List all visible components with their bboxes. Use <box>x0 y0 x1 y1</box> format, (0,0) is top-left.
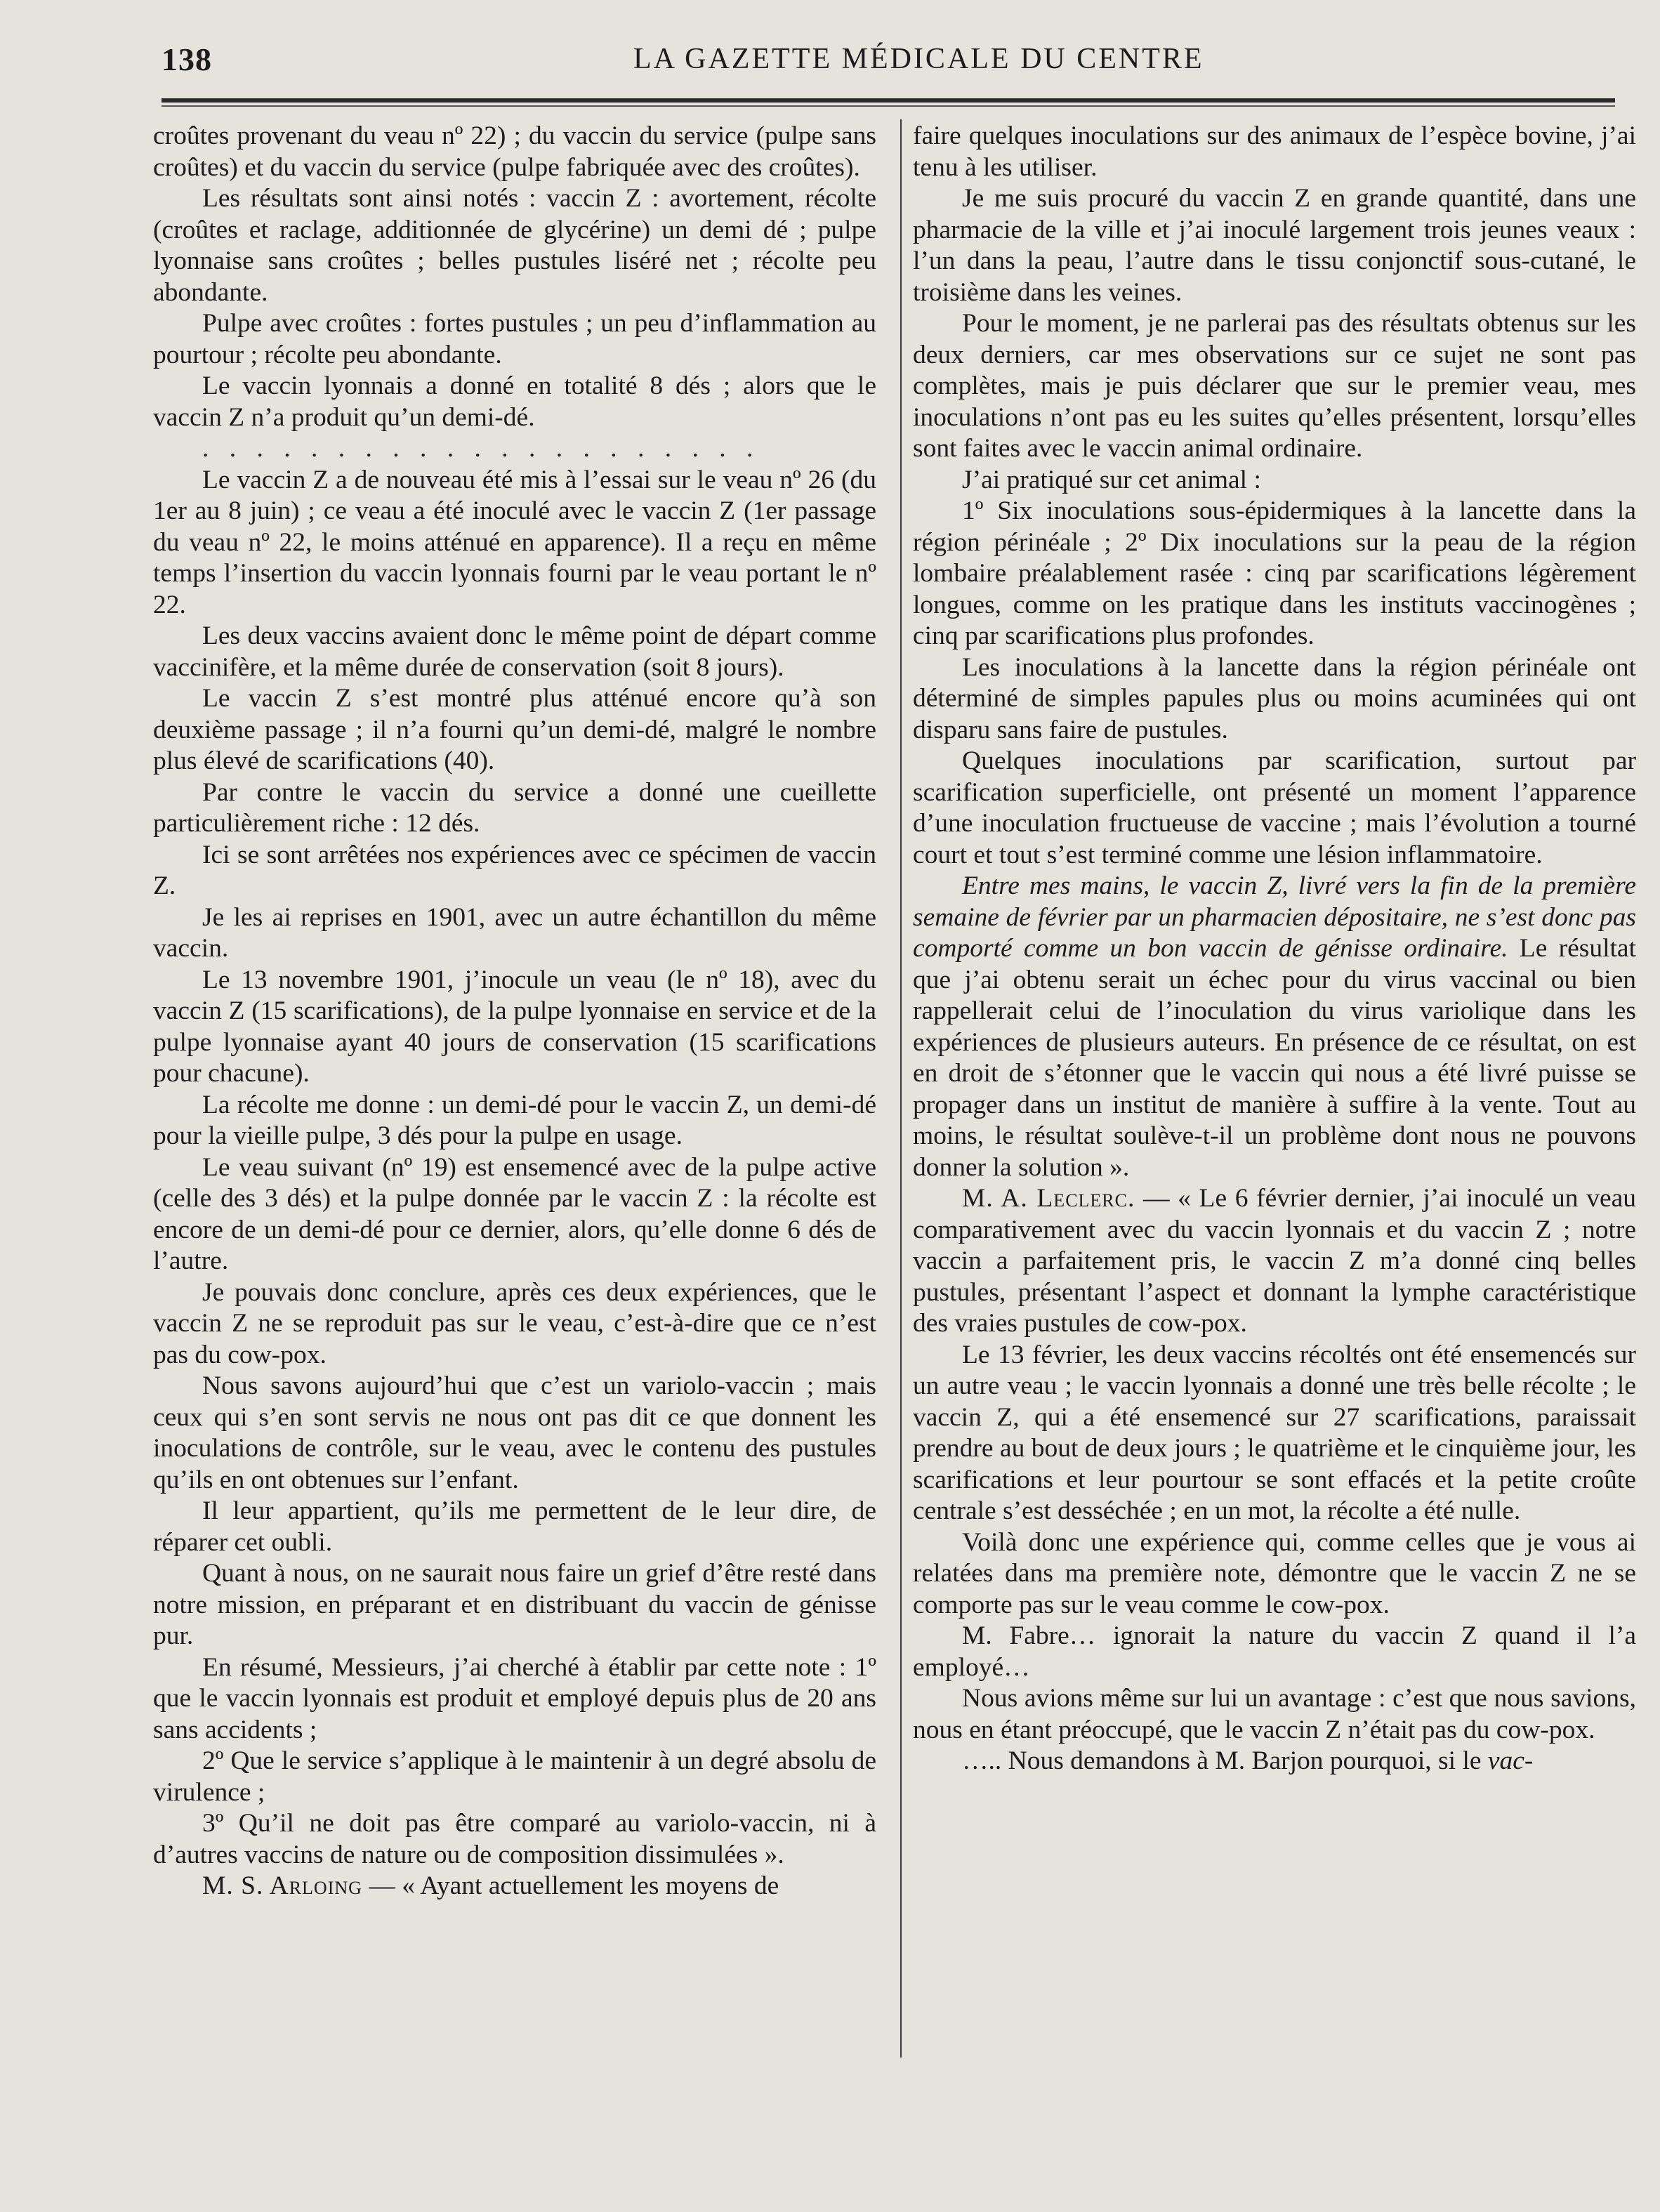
paragraph: J’ai pratiqué sur cet animal : <box>962 465 1261 494</box>
paragraph: Nous avions même sur lui un avantage : c’est que nous savions, nous en étant préoccupé, que le vaccin Z n’était pas du cow-pox. <box>913 1684 1636 1744</box>
speech-text: — « Le 6 février dernier, j’ai inoculé un veau comparativement avec du vaccin lyonnais et du vaccin Z ; notre vaccin a parfaitement pris, le vaccin Z m’a donné cinq belles pustules, présentant l’aspect et donnant la lymphe caractéristique des vraies pustules de cow-pox. <box>913 1184 1636 1338</box>
paragraph: Pulpe avec croûtes : fortes pustules ; un peu d’inflammation au pourtour ; récolte peu abondante. <box>153 309 876 369</box>
paragraph: croûtes provenant du veau nº 22) ; du vaccin du service (pulpe sans croûtes) et du vaccin du service (pulpe fabriquée avec des croûtes). <box>153 121 876 182</box>
paragraph: faire quelques inoculations sur des animaux de l’espèce bovine, j’ai tenu à les utiliser. <box>913 121 1636 182</box>
paragraph: Pour le moment, je ne parlerai pas des résultats obtenus sur les deux derniers, car mes observations sur ce sujet ne sont pas complètes, mais je puis déclarer que sur le premier veau, mes inoculations n’ont pas eu les suites qu’elles présentent, lorsqu’elles sont faites avec le vaccin animal ordinaire. <box>913 309 1636 463</box>
paragraph: M. Fabre… ignorait la nature du vaccin Z quand il l’a employé… <box>913 1621 1636 1682</box>
italic-conclusion: Entre mes mains, le vaccin Z, livré vers la fin de la première semaine de février par un pharmacien dépositaire, ne s’est donc pas comporté comme un bon vaccin de génisse ordinaire. <box>913 871 1636 963</box>
italic-word: vac- <box>1487 1746 1534 1775</box>
paragraph: Ici se sont arrêtées nos expériences avec ce spécimen de vaccin Z. <box>153 840 876 900</box>
paragraph: La récolte me donne : un demi-dé pour le vaccin Z, un demi-dé pour la vieille pulpe, 3 dés pour la pulpe en usage. <box>153 1090 876 1150</box>
paragraph: Les résultats sont ainsi notés : vaccin Z : avortement, récolte (croûtes et raclage, additionnée de glycérine) un demi dé ; pulpe lyonnaise sans croûtes ; belles pustules liséré net ; récolte peu abondante. <box>153 184 876 307</box>
paragraph-text: Le résultat que j’ai obtenu serait un échec pour du virus vaccinal ou bien rappellerait celui de l’inoculation du virus variolique dans les expériences de plusieurs auteurs. En présence de ce résultat, on est en droit de s’étonner que le vaccin qui nous a été livré puisse se propager dans un institut de manière à suffire à la vente. Tout au moins, le résultat soulève-t-il un problème dont nous ne pouvons donner la solution ». <box>913 934 1636 1182</box>
right-column <box>913 121 1636 1777</box>
paragraph: Le vaccin Z a de nouveau été mis à l’essai sur le veau nº 26 (du 1er au 8 juin) ; ce veau a été inoculé avec le vaccin Z (1er passage du veau nº 22, le moins atténué en apparence). Il a reçu en même temps l’insertion du vaccin lyonnais fourni par le veau portant le nº 22. <box>153 465 876 619</box>
paragraph <box>913 871 1636 1183</box>
paragraph <box>913 1746 1636 1777</box>
paragraph: 2º Que le service s’applique à le maintenir à un degré absolu de virulence ; <box>153 1746 876 1807</box>
speaker-name: M. S. Arloing <box>202 1871 362 1900</box>
paragraph: Le vaccin lyonnais a donné en totalité 8 dés ; alors que le vaccin Z n’a produit qu’un demi-dé. <box>153 371 876 432</box>
paragraph <box>153 1871 876 1902</box>
speech-text: — « Ayant actuellement les moyens de <box>362 1871 779 1900</box>
paragraph: Quelques inoculations par scarification, surtout par scarification superficielle, ont présenté un moment l’apparence d’une inoculation fructueuse de vaccine ; mais l’évolution a tourné court et tout s’est terminé comme une lésion inflammatoire. <box>913 746 1636 869</box>
paragraph: En résumé, Messieurs, j’ai cherché à établir par cette note : 1º que le vaccin lyonnais est produit et employé depuis plus de 20 ans sans accidents ; <box>153 1652 876 1744</box>
paragraph <box>913 1183 1636 1340</box>
paragraph: 3º Qu’il ne doit pas être comparé au variolo-vaccin, ni à d’autres vaccins de nature ou de composition dissimulées ». <box>153 1809 876 1869</box>
paragraph: 1º Six inoculations sous-épidermiques à la lancette dans la région périnéale ; 2º Dix inoculations sur la peau de la région lombaire préalablement rasée : cinq par scarifications légèrement longues, comme on les pratique dans les instituts vaccinogènes ; cinq par scarifications plus profondes. <box>913 496 1636 650</box>
paragraph: Les deux vaccins avaient donc le même point de départ comme vaccinifère, et la même durée de conservation (soit 8 jours). <box>153 621 876 682</box>
paragraph: Le veau suivant (nº 19) est ensemencé avec de la pulpe active (celle des 3 dés) et la pulpe donnée par le vaccin Z : la récolte est encore de un demi-dé pour ce dernier, alors, qu’elle donne 6 dés de l’autre. <box>153 1152 876 1275</box>
paragraph: Le 13 novembre 1901, j’inocule un veau (le nº 18), avec du vaccin Z (15 scarifications), de la pulpe lyonnaise en service et de la pulpe lyonnaise ayant 40 jours de conservation (15 scarifications pour chacune). <box>153 965 876 1088</box>
left-column <box>153 121 876 1902</box>
paragraph: Les inoculations à la lancette dans la région périnéale ont déterminé de simples papules plus ou moins acuminées qui ont disparu sans faire de pustules. <box>913 652 1636 744</box>
paragraph: Nous savons aujourd’hui que c’est un variolo-vaccin ; mais ceux qui s’en sont servis ne nous ont pas dit ce que donnent les inoculations de contrôle, sur le veau, avec le contenu des pustules qu’ils en ont obtenues sur l’enfant. <box>153 1371 876 1494</box>
paragraph: Par contre le vaccin du service a donné une cueillette particulièrement riche : 12 dés. <box>153 777 876 838</box>
paragraph: Je me suis procuré du vaccin Z en grande quantité, dans une pharmacie de la ville et j’ai inoculé largement trois jeunes veaux : l’un dans la peau, l’autre dans le tissu conjonctif sous-cutané, le troisième dans les veines. <box>913 184 1636 307</box>
paragraph: Je les ai reprises en 1901, avec un autre échantillon du même vaccin. <box>153 902 876 963</box>
paragraph: Quant à nous, on ne saurait nous faire un grief d’être resté dans notre mission, en préparant et en distribuant du vaccin de génisse pur. <box>153 1559 876 1650</box>
page-header <box>162 41 1475 83</box>
journal-title: LA GAZETTE MÉDICALE DU CENTRE <box>633 43 1204 75</box>
column-divider <box>900 119 902 2058</box>
paragraph: Le 13 février, les deux vaccins récoltés ont été ensemencés sur un autre veau ; le vaccin lyonnais a donné une très belle récolte ; le vaccin Z, qui a été ensemencé sur 27 scarifications, paraissait prendre au bout de deux jours ; le quatrième et le cinquième jour, les scarifications et leur pourtour se sont effacés et la petite croûte centrale s’est desséchée ; en un mot, la récolte a été nulle. <box>913 1340 1636 1525</box>
header-rule <box>162 98 1615 103</box>
page-number: 138 <box>162 41 212 77</box>
paragraph: Il leur appartient, qu’ils me permettent de le leur dire, de réparer cet oubli. <box>153 1496 876 1557</box>
paragraph-text: ….. Nous demandons à M. Barjon pourquoi, si le <box>962 1746 1488 1775</box>
ellipsis-row: . . . . . . . . . . . . . . . . . . . . . <box>202 434 760 463</box>
paragraph: Je pouvais donc conclure, après ces deux expériences, que le vaccin Z ne se reproduit pas sur le veau, c’est-à-dire que ce n’est pas du cow-pox. <box>153 1277 876 1369</box>
paragraph: Voilà donc une expérience qui, comme celles que je vous ai relatées dans ma première note, démontre que le vaccin Z ne se comporte pas sur le veau comme le cow-pox. <box>913 1527 1636 1619</box>
speaker-name: M. A. Leclerc. <box>962 1184 1135 1213</box>
paragraph: Le vaccin Z s’est montré plus atténué encore qu’à son deuxième passage ; il n’a fourni qu’un demi-dé, malgré le nombre plus élevé de scarifications (40). <box>153 684 876 775</box>
header-rule-thin <box>162 105 1615 107</box>
